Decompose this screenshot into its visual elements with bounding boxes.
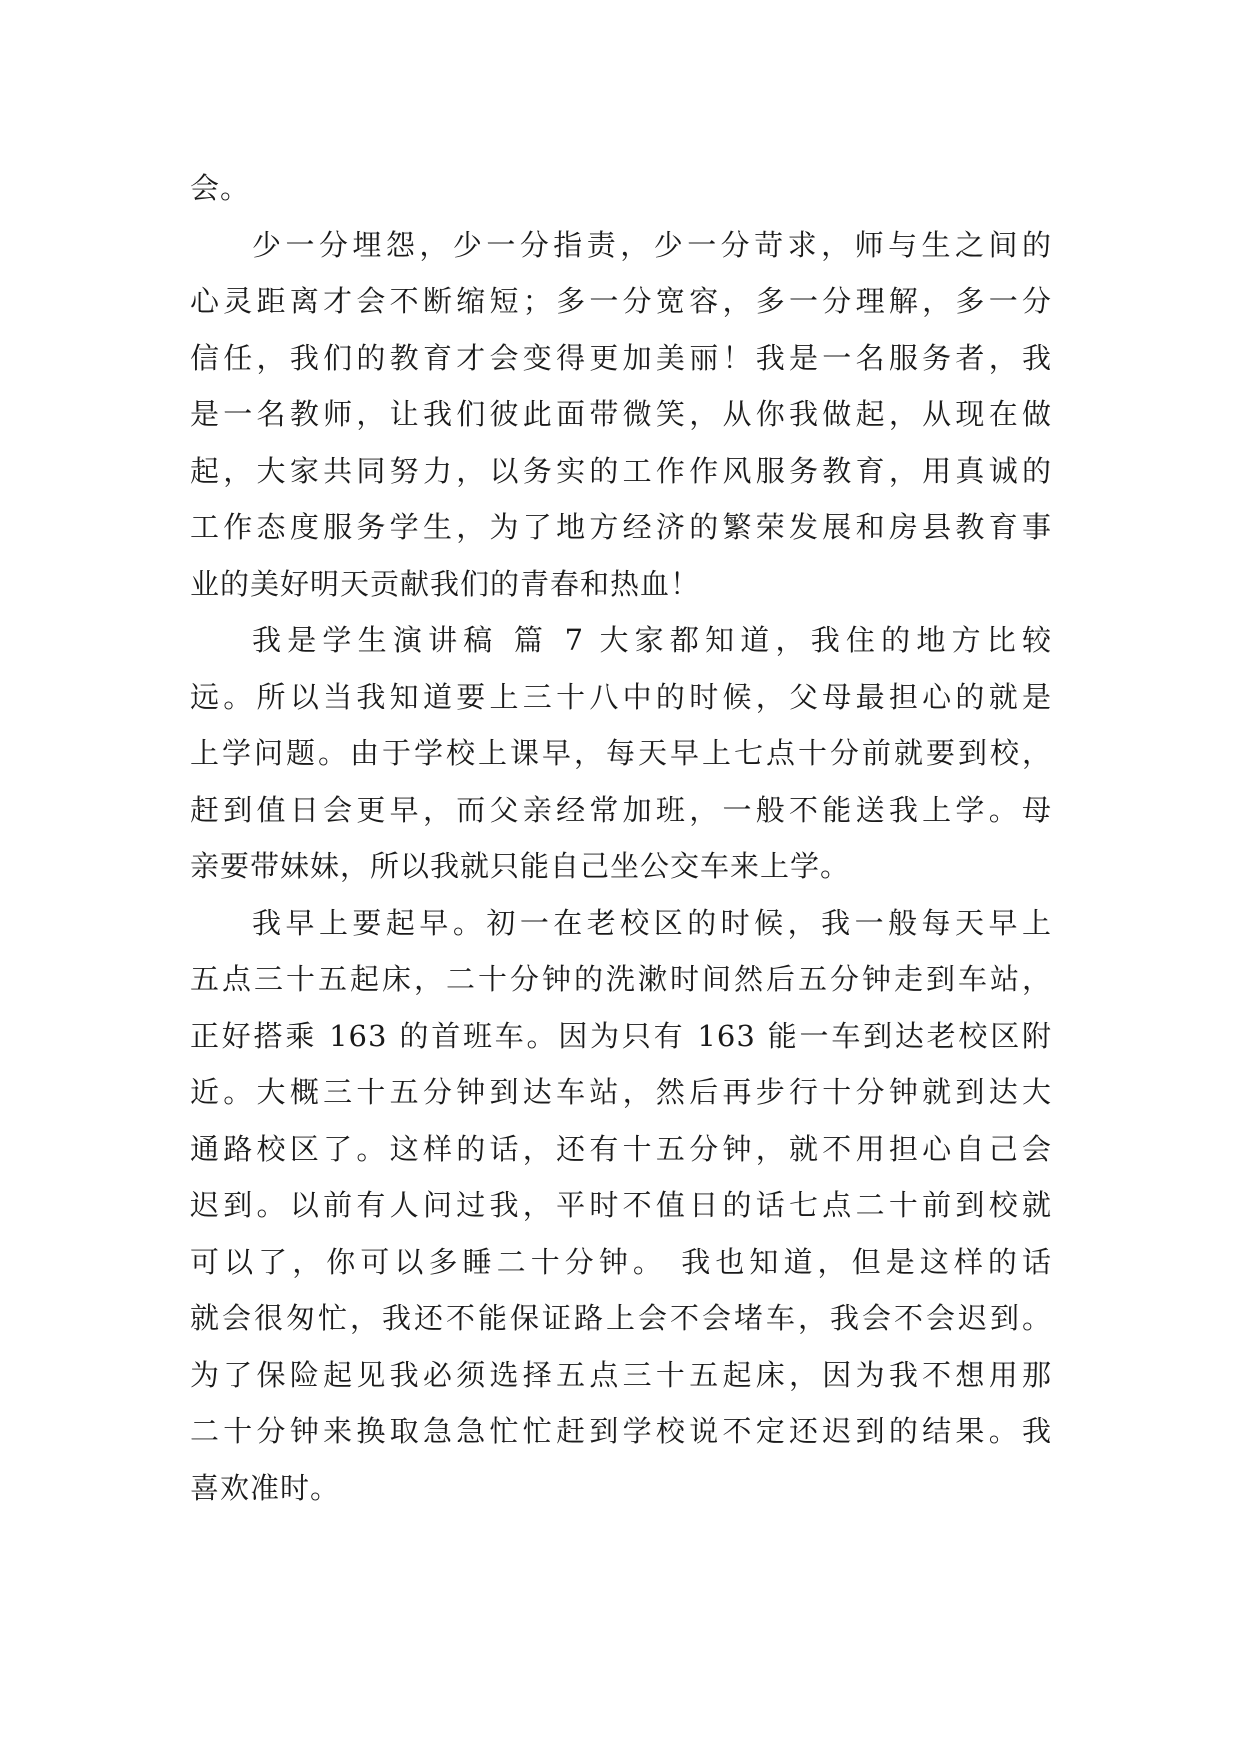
section-heading-line: 我是学生演讲稿 篇 7 大家都知道，我住的地方比较 <box>252 623 1052 657</box>
paragraph-first-line: 我早上要起早。初一在老校区的时候，我一般每天早上 <box>252 905 1052 940</box>
text-line: 赶到值日会更早，而父亲经常加班，一般不能送我上学。母 <box>190 792 1052 827</box>
text-line: 是一名教师，让我们彼此面带微笑，从你我做起，从现在做 <box>190 397 1052 431</box>
paragraph-first-line: 少一分埋怨，少一分指责，少一分苛求，师与生之间的 <box>252 227 1052 262</box>
text-line: 为了保险起见我必须选择五点三十五起床，因为我不想用那 <box>190 1357 1052 1392</box>
text-line: 上学问题。由于学校上课早，每天早上七点十分前就要到校， <box>190 736 1052 770</box>
text-line: 工作态度服务学生，为了地方经济的繁荣发展和房县教育事 <box>190 510 1052 544</box>
text-line: 迟到。以前有人问过我，平时不值日的话七点二十前到校就 <box>190 1188 1052 1222</box>
document-body <box>190 160 1052 1516</box>
text-line: 远。所以当我知道要上三十八中的时候，父母最担心的就是 <box>190 679 1052 714</box>
text-line: 就会很匆忙，我还不能保证路上会不会堵车，我会不会迟到。 <box>190 1301 1052 1335</box>
text-line: 五点三十五起床，二十分钟的洗漱时间然后五分钟走到车站， <box>190 962 1052 996</box>
text-line: 业的美好明天贡献我们的青春和热血！ <box>190 566 701 601</box>
text-line: 起，大家共同努力，以务实的工作作风服务教育，用真诚的 <box>190 453 1052 488</box>
text-line: 喜欢准时。 <box>190 1470 341 1505</box>
text-line: 心灵距离才会不断缩短；多一分宽容，多一分理解，多一分 <box>190 284 1052 318</box>
text-line: 近。大概三十五分钟到达车站，然后再步行十分钟就到达大 <box>190 1075 1052 1109</box>
text-line: 二十分钟来换取急急忙忙赶到学校说不定还迟到的结果。我 <box>190 1414 1052 1448</box>
text-line: 通路校区了。这样的话，还有十五分钟，就不用担心自己会 <box>190 1131 1052 1166</box>
text-line: 可以了，你可以多睡二十分钟。 我也知道，但是这样的话 <box>190 1244 1052 1279</box>
text-line: 信任，我们的教育才会变得更加美丽！我是一名服务者，我 <box>190 340 1052 375</box>
text-line: 会。 <box>190 171 251 205</box>
text-line: 亲要带妹妹，所以我就只能自己坐公交车来上学。 <box>190 849 851 883</box>
text-line: 正好搭乘 163 的首班车。因为只有 163 能一车到达老校区附 <box>190 1018 1052 1053</box>
